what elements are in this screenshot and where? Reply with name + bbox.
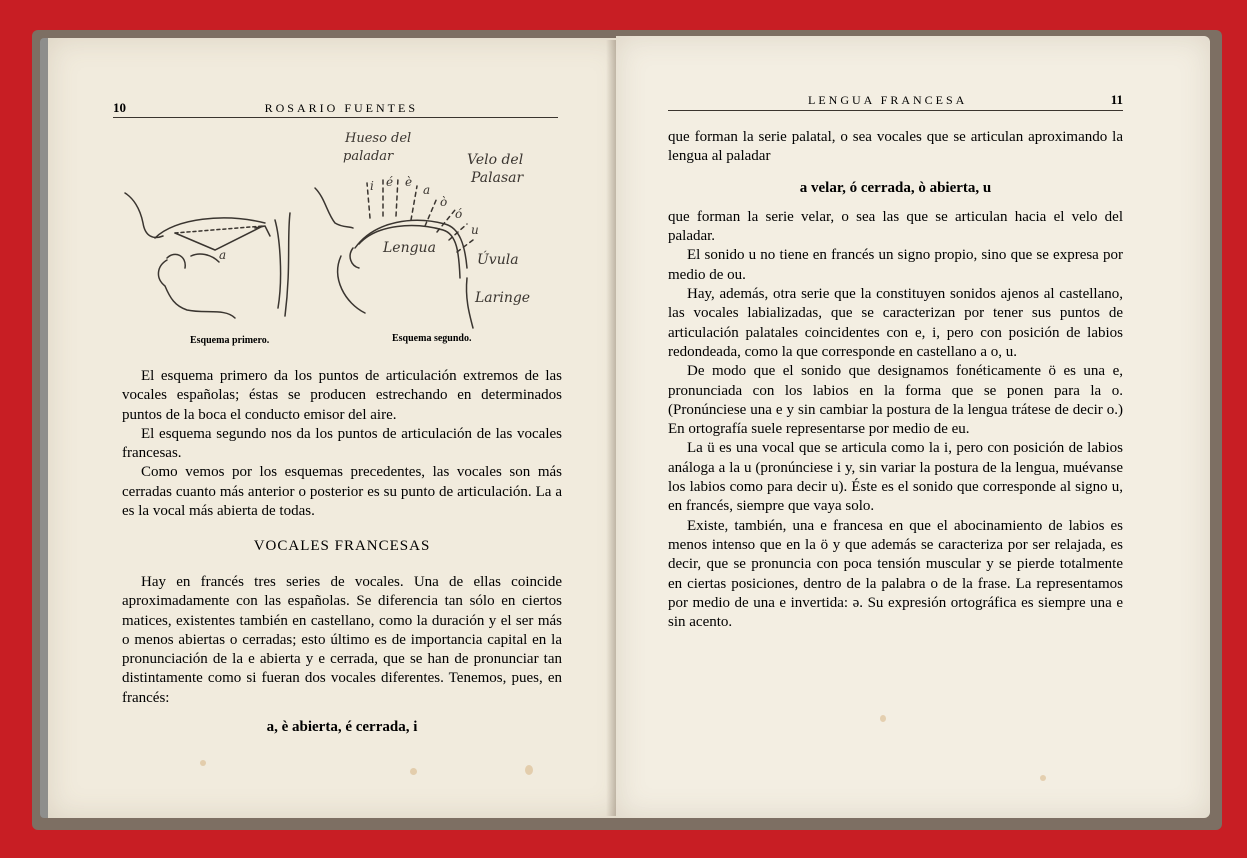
label-vowel-o1: ò [440, 195, 448, 209]
left-paragraph-4: Hay en francés tres series de vocales. Una de ellas coincide aproximadamente con las españolas. Se diferencia tan sólo en ciertos matices, existentes también en castellano, como la duración y el ser más o menos abiertas o cerradas; esto último es de importancia capital en la pronunciación de la e abierta y e cerrada, que se han de pronunciar tan distintamente como si fueran dos vocales diferentes. Tenemos, pues, en francés: [122, 574, 562, 706]
right-paragraph-1: que forman la serie velar, o sea las que se articulan hacia el velo del paladar. [668, 208, 1123, 245]
schema-two-sketch [315, 131, 530, 328]
label-velo-del: Velo del [467, 152, 524, 168]
label-palasar: Palasar [471, 170, 524, 186]
right-paragraph-5: La ü es una vocal que se articula como la i, pero con posición de labios análoga a la u (pronúnciese i y, sin variar la postura de la lengua, muévanse los labios como para decir u). Éste es el sonido que corresponde al signo u, en francés, siempre que vaya solo. [668, 440, 1123, 515]
left-paragraph-1: El esquema primero da los puntos de articulación extremos de las vocales españolas; éstas se producen estrechando en determinados puntos de la boca el conducto emisor del aire. [122, 368, 562, 423]
label-lengua: Lengua [383, 240, 436, 256]
label-vowel-o2: ó [455, 207, 463, 221]
label-hueso: Hueso del [345, 131, 412, 146]
schema-one-label-a: a [219, 248, 227, 262]
foxing-spot [200, 760, 206, 766]
right-paragraph-2: El sonido u no tiene en francés un signo propio, sino que se expresa por medio de ou. [668, 247, 1123, 283]
label-vowel-e1: é [386, 175, 394, 189]
label-vowel-e2: è [405, 175, 413, 189]
left-running-title: ROSARIO FUENTES [264, 101, 418, 115]
left-page-number: 10 [113, 100, 126, 115]
right-line-1: que forman la serie palatal, o sea vocales que se articulan aproximando la lengua al paladar [668, 129, 1123, 165]
left-running-header [113, 100, 558, 116]
left-paragraph-3: Como vemos por los esquemas precedentes, las vocales son más cerradas cuanto más anterior o posterior es su punto de articulación. La a es la vocal más abierta de todas. [122, 464, 562, 520]
section-heading: VOCALES FRANCESAS [253, 538, 431, 554]
foxing-spot [880, 715, 886, 722]
caption-schema-two: Esquema segundo. [392, 333, 472, 344]
label-paladar: paladar [343, 149, 394, 164]
right-paragraph-6: Existe, también, una e francesa en que el abocinamiento de labios es menos intenso que en la ö y que además se caracteriza por ser relajada, es decir, que se pronuncia con poca tensión muscular y se pierde totalmente en ciertas posiciones, dentro de la palabra o de la frase. La representamos por medio de una e invertida: ə. Su expresión ortográfica es siempre una e sin acento. [668, 517, 1123, 631]
right-paragraph-3: Hay, además, otra serie que la constituyen sonidos ajenos al castellano, las vocales labializadas, que se caracterizan por tener sus puntos de articulación palatales coincidentes con e, i, pero con posición de labios redondeada, como la que corresponde en castellano a o, u. [668, 286, 1123, 360]
caption-schema-one: Esquema primero. [190, 335, 270, 346]
label-laringe: Laringe [475, 290, 531, 306]
foxing-spot [525, 765, 533, 775]
left-body-text-2 [122, 573, 562, 737]
right-vowel-line: a velar, ó cerrada, ò abierta, u [799, 179, 992, 196]
articulation-diagram [115, 128, 555, 333]
right-header-rule [668, 110, 1123, 111]
right-paragraph-4: De modo que el sonido que designamos fonéticamente ö es una e, pronunciada con los labios en la forma que se ponen para la o. (Pronúnciese una e y sin cambiar la postura de la lengua trátese de decir o.) En ortografía suele representarse por medio de eu. [668, 363, 1123, 438]
foxing-spot [1040, 775, 1046, 781]
right-page-number: 11 [1110, 92, 1123, 107]
left-header-rule [113, 117, 558, 118]
label-vowel-a2: a [423, 183, 431, 197]
right-running-title: LENGUA FRANCESA [808, 93, 968, 107]
left-paragraph-2: El esquema segundo nos da los puntos de articulación de las vocales francesas. [122, 425, 562, 462]
foxing-spot [410, 768, 417, 775]
label-vowel-u: u [471, 223, 479, 237]
right-body-text [668, 128, 1123, 632]
label-uvula: Úvula [477, 252, 519, 268]
label-vowel-i: i [370, 179, 374, 193]
left-vowel-line: a, è abierta, é cerrada, i [266, 719, 418, 736]
left-body-text-1 [122, 367, 562, 521]
right-running-header [668, 92, 1123, 108]
schema-one-sketch [125, 193, 290, 318]
